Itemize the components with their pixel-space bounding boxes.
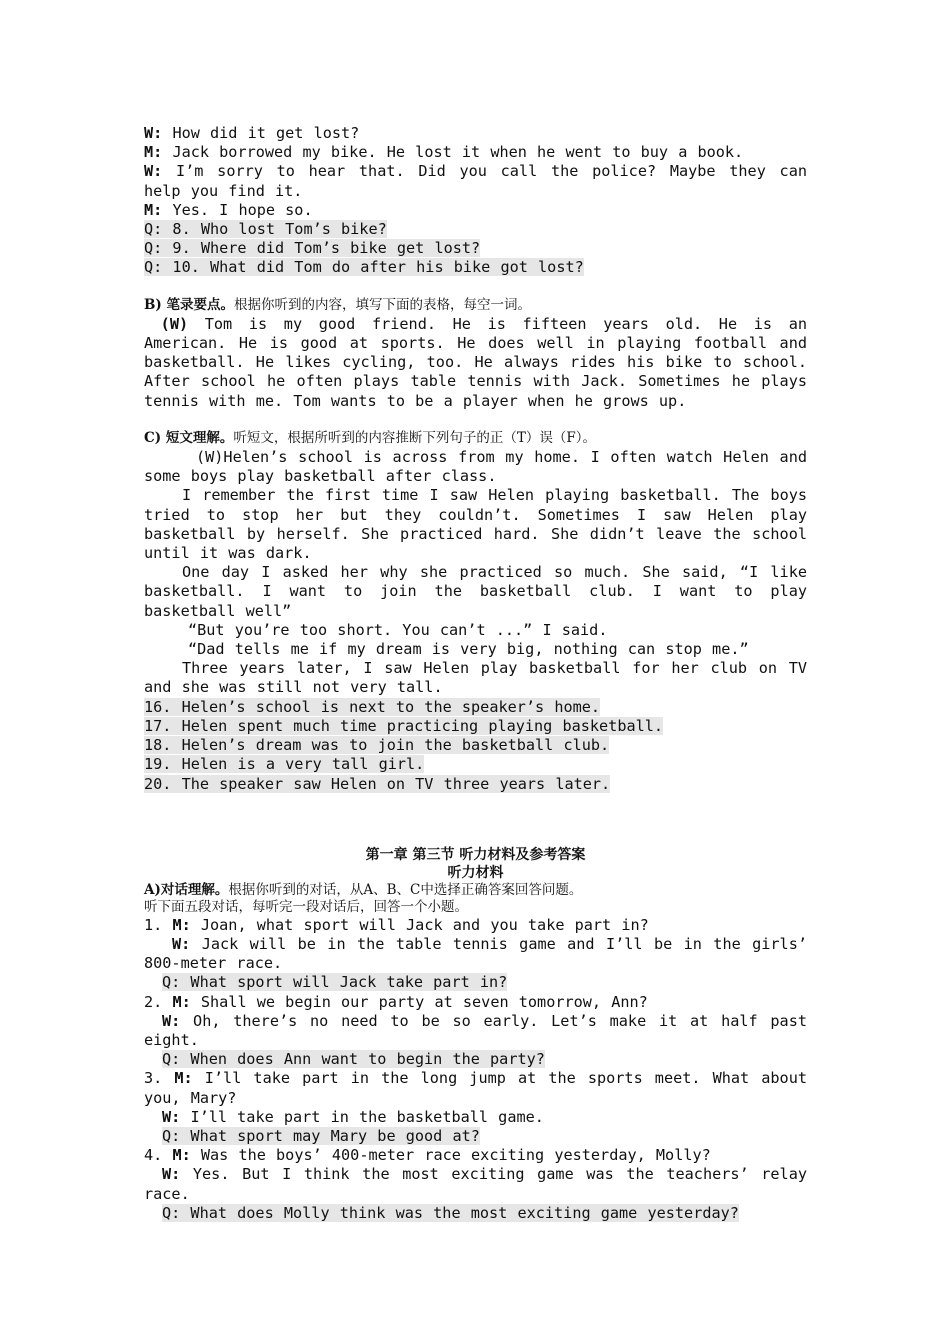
dialogue-4-question: Q: What does Molly think was the most exciting game yesterday?: [162, 1203, 739, 1222]
dialogue-text: I’m sorry to hear that. Did you call the police? Maybe they can help you find it.: [144, 162, 818, 200]
speaker-label: M:: [144, 200, 163, 219]
dialogue-1-question: Q: What sport will Jack take part in?: [162, 973, 508, 992]
statement-16: 16. Helen’s school is next to the speaker’s home.: [144, 697, 601, 716]
passage-paragraph: I remember the first time I saw Helen playing basketball. The boys tried to stop her but they couldn’t. Sometimes I saw Helen play basketball by herself. She practiced hard. She didn’t leave the school until it was dark.: [144, 486, 818, 563]
dialogue-text: Jack borrowed my bike. He lost it when he went to buy a book.: [162, 143, 744, 162]
dialogue-3-question: Q: What sport may Mary be good at?: [162, 1126, 480, 1145]
passage-paragraph: Three years later, I saw Helen play basketball for her club on TV and she was still not very tall.: [144, 659, 818, 697]
dialogue-3-woman: [144, 1108, 807, 1127]
dialogue-4-man: [144, 1146, 807, 1165]
section-b-passage: [144, 314, 818, 411]
speaker-label: W:: [144, 124, 163, 142]
passage-text: Tom is my good friend. He is fifteen years old. He is an American. He is good at sports. He does well in playing football and basketball. He likes cycling, too. He always rides his bike to school. After school he often plays table tennis with Jack. Sometimes he plays tennis with me. Tom wants to be a player when he grows up.: [144, 314, 818, 410]
dialogue-3-man: [144, 1069, 818, 1107]
statement-19: 19. Helen is a very tall girl.: [144, 755, 425, 774]
dialogue-2-man: [144, 993, 807, 1012]
passage-paragraph: One day I asked her why she practiced so much. She said, “I like basketball. I want to join the basketball club. I want to play basketball well”: [144, 563, 818, 620]
statement-18: 18. Helen’s dream was to join the basketball club.: [144, 736, 610, 755]
speaker-label: M:: [172, 915, 191, 934]
speaker-label: (W): [144, 314, 189, 333]
section-a-instruction-2: 听下面五段对话，每听完一段对话后，回答一个小题。: [144, 898, 468, 915]
passage-paragraph: “Dad tells me if my dream is very big, nothing can stop me.”: [188, 640, 749, 659]
item-number: 2.: [144, 992, 173, 1011]
section-c-title: C) 短文理解。: [144, 429, 234, 446]
item-number: 4.: [144, 1146, 173, 1165]
dialogue-text: Jack will be in the table tennis game and I’ll be in the girls’ 800-meter race.: [144, 934, 818, 973]
section-b-heading: [144, 296, 807, 315]
chapter-title: 第一章 第三节 听力材料及参考答案: [365, 846, 586, 863]
document-page: [144, 124, 818, 1223]
speaker-label: M:: [172, 1146, 191, 1165]
dialogue-line: [144, 143, 807, 162]
question-9: Q: 9. Where did Tom’s bike get lost?: [144, 239, 481, 258]
section-b-title: B) 笔录要点。: [144, 296, 234, 313]
statement-20: 20. The speaker saw Helen on TV three years later.: [144, 774, 611, 793]
section-a-heading: [144, 882, 807, 899]
dialogue-text: Yes. I hope so.: [162, 200, 313, 219]
speaker-label: M:: [144, 143, 163, 162]
speaker-label: M:: [174, 1069, 193, 1088]
dialogue-text: Oh, there’s no need to be so early. Let’s make it at half past eight.: [144, 1011, 818, 1049]
dialogue-line: [144, 162, 818, 200]
dialogue-text: I’ll take part in the basketball game.: [180, 1107, 544, 1126]
speaker-label: W:: [162, 1107, 181, 1126]
question-8: Q: 8. Who lost Tom’s bike?: [144, 220, 387, 239]
speaker-label: W:: [162, 1011, 181, 1030]
dialogue-2-woman: [144, 1011, 818, 1050]
speaker-label: W:: [172, 934, 191, 953]
dialogue-text: Shall we begin our party at seven tomorrow, Ann?: [190, 992, 648, 1011]
dialogue-1-man: [144, 916, 807, 935]
dialogue-line: [144, 201, 807, 220]
section-a-title: A)对话理解。: [144, 881, 229, 898]
item-number: 1.: [144, 915, 173, 934]
section-c-heading: [144, 429, 807, 448]
chapter-subtitle: 听力材料: [447, 864, 504, 881]
section-b-instruction: 根据你听到的内容，填写下面的表格，每空一词。: [234, 296, 531, 313]
passage-paragraph: “But you’re too short. You can’t ...” I said.: [188, 620, 608, 639]
item-number: 3.: [144, 1069, 175, 1088]
passage-paragraph: (W)Helen’s school is across from my home. I often watch Helen and some boys play basketball after class.: [144, 448, 818, 486]
dialogue-4-woman: [144, 1165, 818, 1203]
speaker-label: W:: [144, 162, 163, 181]
dialogue-line: [144, 124, 807, 143]
dialogue-text: How did it get lost?: [162, 124, 360, 142]
section-c-instruction: 听短文，根据所听到的内容推断下列句子的正（T）误（F）。: [233, 429, 596, 446]
speaker-label: W:: [162, 1165, 181, 1184]
statement-17: 17. Helen spent much time practicing playing basketball.: [144, 716, 664, 735]
dialogue-text: Joan, what sport will Jack and you take part in?: [190, 915, 649, 934]
dialogue-2-question: Q: When does Ann want to begin the party?: [162, 1050, 545, 1069]
section-a-instruction: 根据你听到的对话，从A、B、C中选择正确答案回答问题。: [228, 881, 583, 898]
question-10: Q: 10. What did Tom do after his bike got lost?: [144, 258, 584, 277]
dialogue-1-woman: [144, 934, 818, 973]
dialogue-text: I’ll take part in the long jump at the sports meet. What about you, Mary?: [144, 1069, 818, 1107]
dialogue-text: Yes. But I think the most exciting game was the teachers’ relay race.: [144, 1165, 818, 1203]
speaker-label: M:: [172, 992, 191, 1011]
dialogue-text: Was the boys’ 400-meter race exciting yesterday, Molly?: [190, 1146, 711, 1165]
